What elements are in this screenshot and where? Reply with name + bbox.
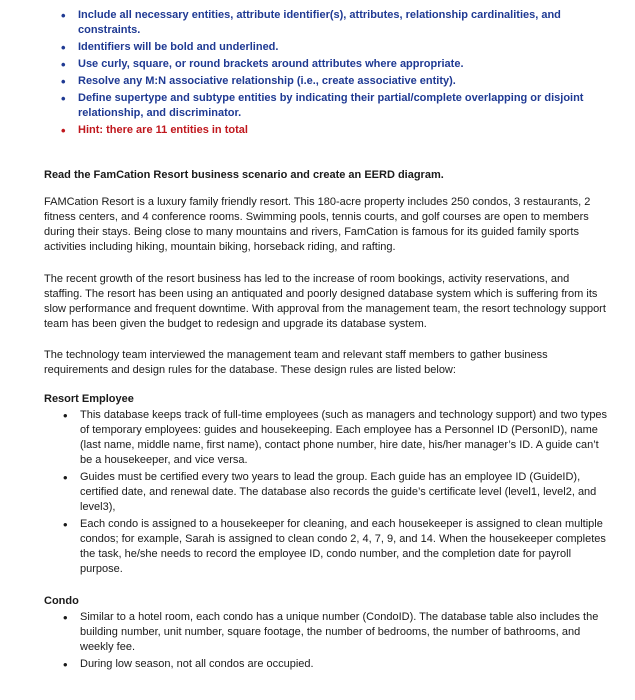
rule-item: • During low season, not all condos are occupied.: [80, 657, 610, 672]
requirement-item: • Include all necessary entities, attribute identifier(s), attributes, relationship cardinalities, and constraints.: [78, 8, 618, 38]
requirements-list: [78, 8, 618, 140]
resort-employee-rules: [80, 408, 610, 579]
scenario-title: Read the FamCation Resort business scenario and create an EERD diagram.: [44, 169, 444, 181]
rule-item: • This database keeps track of full-time employees (such as managers and technology support) and two types of temporary employees: guides and housekeeping. Each employee has a Personnel ID (PersonID), name (last name, middle name, first name), contact phone number, hire date, his/her manager’s ID. A guide can’t be a housekeeper, and vice versa.: [80, 408, 610, 468]
requirement-item: • Use curly, square, or round brackets around attributes where appropriate.: [78, 57, 618, 72]
rule-item: • Similar to a hotel room, each condo has a unique number (CondoID). The database table also includes the building number, unit number, square footage, the number of bedrooms, the number of bathrooms, and weekly fee.: [80, 610, 610, 655]
requirement-item: • Define supertype and subtype entities by indicating their partial/complete overlapping or disjoint relationship, and discriminator.: [78, 91, 618, 121]
rule-item: • Guides must be certified every two years to lead the group. Each guide has an employee ID (GuideID), certified date, and renewal date. The database also records the guide’s certificate level (level1, level2, and level3),: [80, 470, 610, 515]
resort-employee-heading: Resort Employee: [44, 393, 134, 405]
paragraph-intro: FAMCation Resort is a luxury family friendly resort. This 180-acre property includes 250 condos, 3 restaurants, 2 fitness centers, and 4 conference rooms. Swimming pools, tennis courts, and golf courses are open to members during their stays. Being close to many mountains and rivers, FamCation is famous for its guided family sports activities including hiking, mountain biking, horseback riding, and rafting.: [44, 196, 591, 253]
rule-item: • Each condo is assigned to a housekeeper for cleaning, and each housekeeper is assigned to clean multiple condos; for example, Sarah is assigned to clean condo 2, 4, 7, 9, and 14. When the housekeeper completes the task, he/she needs to record the employee ID, condo number, and the completion date for payroll purpose.: [80, 517, 610, 577]
condo-rules: [80, 610, 610, 674]
requirement-item: • Identifiers will be bold and underlined.: [78, 40, 618, 55]
paragraph-growth: The recent growth of the resort business has led to the increase of room bookings, activity reservations, and staffing. The resort has been using an antiquated and poorly designed database system which is suffering from its slow performance and frequent downtime. With approval from the management team, the resort technology support team has been given the budget to redesign and upgrade its database system.: [44, 273, 606, 330]
paragraph-design-rules: The technology team interviewed the management team and relevant staff members to gather business requirements and design rules for the database. These design rules are listed below:: [44, 349, 548, 376]
condo-heading: Condo: [44, 595, 79, 607]
hint-item: • Hint: there are 11 entities in total: [78, 123, 618, 138]
requirement-item: • Resolve any M:N associative relationship (i.e., create associative entity).: [78, 74, 618, 89]
